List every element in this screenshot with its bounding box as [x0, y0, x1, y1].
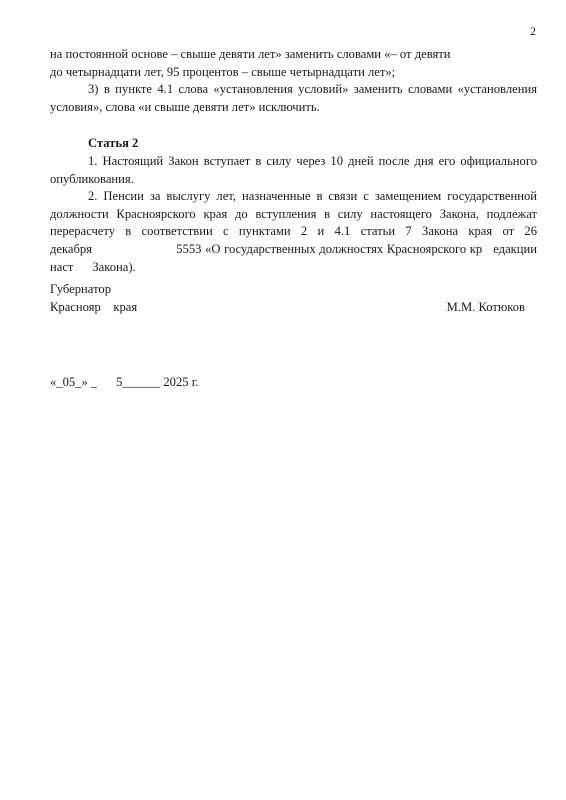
paragraph-line: до четырнадцати лет, 95 процентов – свыше четырнадцати лет»; [50, 64, 396, 79]
signing-date-text: «_05_» _ [50, 375, 98, 389]
signatory-name: М.М. Котюков [446, 299, 525, 314]
signatory-row [50, 299, 537, 317]
redacted-area [97, 375, 116, 389]
paragraph-line: на постоянной основе – свыше девяти лет» заменить словами «– от девяти [50, 47, 451, 61]
signing-date-text: 5______ 2025 г. [116, 375, 199, 389]
paragraph-item-3: 3) в пункте 4.1 слова «установления условий» заменить словами «установления условия», слова «и свыше девяти лет» исключить. [50, 82, 537, 114]
paragraph-continuation [50, 46, 537, 81]
document-body [50, 46, 537, 276]
signatory-title-line-1: Губернатор [50, 282, 111, 296]
signing-date [50, 374, 199, 392]
signatory-title-text: края [113, 299, 138, 314]
article-2-item-1: 1. Настоящий Закон вступает в силу через 10 дней после дня его официального опубликования. [50, 153, 537, 186]
article-2-heading: Статья 2 [88, 136, 139, 151]
article-2-item-2 [50, 188, 537, 276]
redacted-area [101, 300, 114, 314]
article-2-item-2-text: 5553 «О государственных должностях Красноярского кр [176, 241, 483, 256]
article-2-item-2-text: 2. Пенсии за выслугу лет, назначенные в связи с замещением государственной должности Красноярского края до вступления в силу настоящего Закона, подлежат перерасчету в соответствии с пунктами 2 и 4.1 статьи 7 Закона края от 26 декабря [50, 189, 537, 256]
signatory-title-text: Краснояр [50, 299, 101, 314]
article-2-item-2-text: едакции наст [50, 241, 537, 274]
signature-block [50, 281, 537, 316]
article-2-item-2-text: Закона). [92, 259, 136, 274]
page-number: 2 [530, 24, 536, 38]
signatory-title-line-2 [50, 299, 137, 317]
redacted-area [482, 242, 493, 256]
redacted-area [92, 242, 176, 256]
redacted-area [73, 260, 92, 274]
